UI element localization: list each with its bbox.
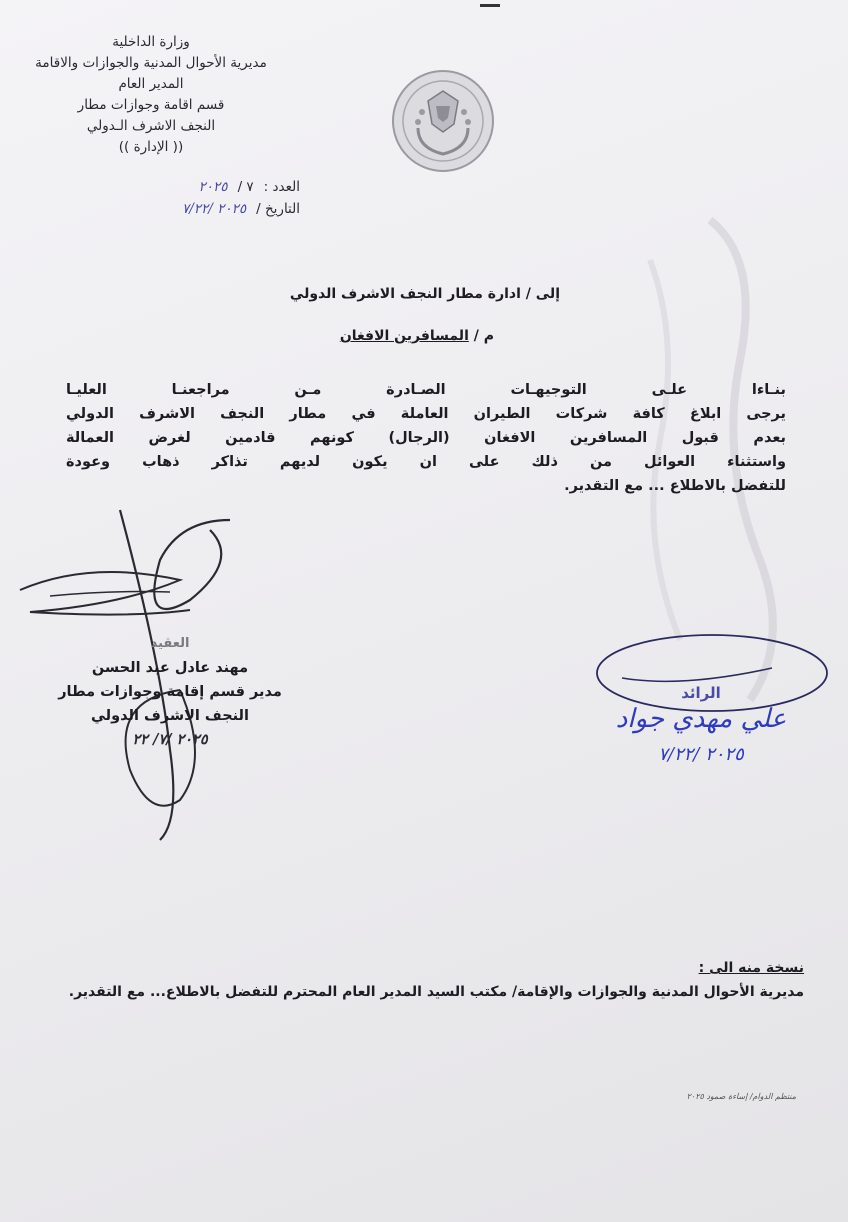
copy-to-block bbox=[69, 956, 804, 1004]
reference-number-row bbox=[40, 176, 300, 198]
letterhead-line: مديرية الأحوال المدنية والجوازات والاقامة bbox=[35, 55, 267, 71]
signatory-name: علي مهدي جواد bbox=[615, 704, 787, 734]
number-handwritten: ٢٠٢٥ bbox=[198, 179, 228, 195]
ministry-seal-icon bbox=[388, 66, 498, 176]
letterhead-line: (( الإدارة )) bbox=[118, 139, 184, 155]
date-label: التاريخ / bbox=[256, 201, 300, 217]
top-mark bbox=[480, 4, 500, 7]
date-value: ٢٠٢٥ /٧/٢٢ bbox=[181, 201, 247, 217]
signatory-name: مهند عادل عبد الحسن bbox=[91, 660, 249, 676]
subject-prefix: م / bbox=[473, 328, 494, 344]
letter-body bbox=[66, 378, 786, 498]
letterhead bbox=[6, 32, 296, 158]
subject-text: المسافرين الافغان bbox=[339, 328, 469, 344]
copy-line: مديرية الأحوال المدنية والجوازات والإقامة/ مكتب السيد المدير العام المحترم للتفضل بالاطلاع... مع التقدير. bbox=[68, 984, 804, 1000]
signatory-rank: العقيد bbox=[150, 636, 190, 651]
signature-block-colonel bbox=[40, 632, 300, 752]
reference-date-row bbox=[40, 198, 300, 220]
signatory-date: ٢٠٢٥ /٧/٢٢ bbox=[658, 744, 744, 765]
number-label: العدد : bbox=[263, 179, 300, 195]
signatory-title: مدير قسم إقامة وجوازات مطار bbox=[58, 684, 282, 700]
body-line: بنـاءا علـى التوجيهـات الصـادرة مـن مراجعنـا العليـا bbox=[66, 382, 786, 398]
letterhead-line: قسم اقامة وجوازات مطار bbox=[77, 97, 225, 113]
subject-line bbox=[340, 328, 494, 344]
body-line: للتفضل بالاطلاع ... مع التقدير. bbox=[564, 478, 786, 494]
copy-heading: نسخة منه الى : bbox=[698, 960, 804, 976]
number-value: ٧ / bbox=[237, 179, 254, 195]
signatory-date: ٢٠٢٥ /٧/ ٢٢ bbox=[132, 731, 208, 748]
body-line: يرجى ابلاغ كافة شركات الطيران العاملة في مطار النجف الاشرف الدولي bbox=[66, 406, 786, 422]
letterhead-line: وزارة الداخلية bbox=[112, 34, 190, 50]
signatory-title: النجف الاشرف الدولي bbox=[91, 708, 249, 724]
body-line: واستثناء العوائل من ذلك على ان يكون لديهم تذاكر ذهاب وعودة bbox=[66, 454, 786, 470]
body-line: بعدم قبول المسافرين الافغان (الرجال) كونهم قادمين لغرض العمالة bbox=[66, 430, 786, 446]
signature-block-major bbox=[586, 684, 816, 765]
signatory-rank: الرائد bbox=[681, 684, 721, 702]
addressee: إلى / ادارة مطار النجف الاشرف الدولي bbox=[289, 286, 560, 302]
letterhead-line: النجف الاشرف الـدولي bbox=[86, 118, 216, 134]
reference-block bbox=[40, 176, 300, 220]
footer-note: منتظم الدوام/ إساءة صمود ٢٠٢٥ bbox=[686, 1092, 796, 1101]
letterhead-line: المدير العام bbox=[118, 76, 184, 92]
